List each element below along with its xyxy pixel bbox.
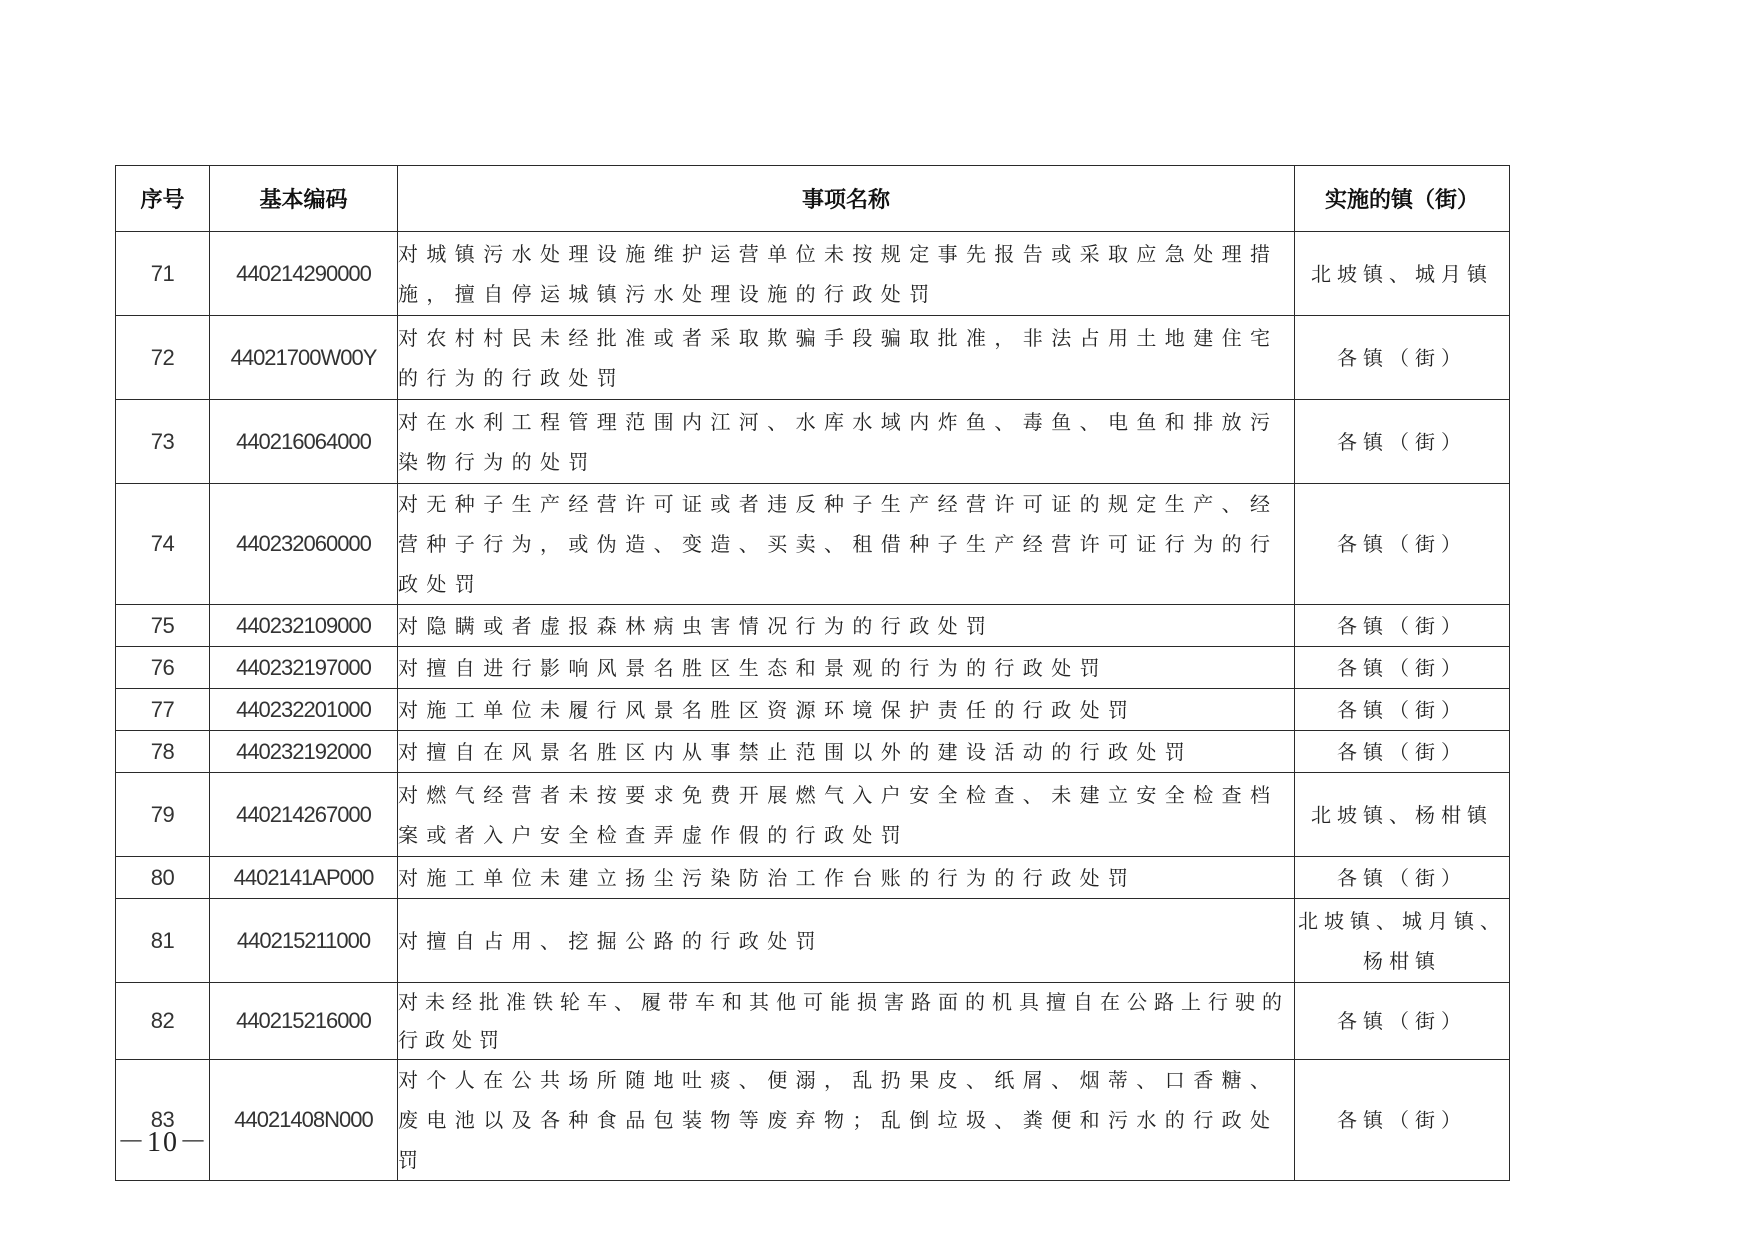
row-index: 78 [116,731,210,773]
row-index: 81 [116,899,210,983]
row-towns: 各镇（街） [1295,316,1510,400]
row-towns: 各镇（街） [1295,857,1510,899]
row-name: 对擅自在风景名胜区内从事禁止范围以外的建设活动的行政处罚 [398,731,1295,773]
header-index: 序号 [116,166,210,232]
header-name: 事项名称 [398,166,1295,232]
table-row [116,647,1510,689]
row-name: 对在水利工程管理范围内江河、水库水域内炸鱼、毒鱼、电鱼和排放污染物行为的处罚 [398,400,1295,484]
row-code: 440232197000 [210,647,398,689]
row-index: 79 [116,773,210,857]
row-index: 80 [116,857,210,899]
table-row [116,232,1510,316]
table-row [116,400,1510,484]
table-row [116,605,1510,647]
row-code: 44021408N000 [210,1060,398,1181]
table-row [116,316,1510,400]
page-number: －10－ [117,1127,210,1158]
row-name: 对城镇污水处理设施维护运营单位未按规定事先报告或采取应急处理措施，擅自停运城镇污水处理设施的行政处罚 [398,232,1295,316]
row-towns: 各镇（街） [1295,983,1510,1060]
row-name: 对燃气经营者未按要求免费开展燃气入户安全检查、未建立安全检查档案或者入户安全检查弄虚作假的行政处罚 [398,773,1295,857]
header-code: 基本编码 [210,166,398,232]
row-name: 对农村村民未经批准或者采取欺骗手段骗取批准，非法占用土地建住宅的行为的行政处罚 [398,316,1295,400]
row-code: 44021700W00Y [210,316,398,400]
row-code: 440232060000 [210,484,398,605]
row-towns: 各镇（街） [1295,689,1510,731]
row-towns: 北坡镇、城月镇 [1295,232,1510,316]
row-towns: 各镇（街） [1295,484,1510,605]
row-name: 对隐瞒或者虚报森林病虫害情况行为的行政处罚 [398,605,1295,647]
administrative-penalty-table [115,165,1510,1181]
row-name: 对擅自进行影响风景名胜区生态和景观的行为的行政处罚 [398,647,1295,689]
row-code: 440232192000 [210,731,398,773]
row-code: 440232109000 [210,605,398,647]
row-name: 对个人在公共场所随地吐痰、便溺，乱扔果皮、纸屑、烟蒂、口香糖、废电池以及各种食品包装物等废弃物；乱倒垃圾、粪便和污水的行政处罚 [398,1060,1295,1181]
table-row [116,899,1510,983]
row-index: 74 [116,484,210,605]
row-index: 76 [116,647,210,689]
row-towns: 北坡镇、城月镇、杨柑镇 [1295,899,1510,983]
row-index: 77 [116,689,210,731]
row-index: 83 [116,1060,210,1181]
table-row [116,484,1510,605]
row-index: 73 [116,400,210,484]
row-code: 440216064000 [210,400,398,484]
row-towns: 各镇（街） [1295,400,1510,484]
row-name: 对施工单位未建立扬尘污染防治工作台账的行为的行政处罚 [398,857,1295,899]
header-towns: 实施的镇（街） [1295,166,1510,232]
table-row [116,983,1510,1060]
table-row [116,689,1510,731]
row-code: 440215216000 [210,983,398,1060]
row-towns: 各镇（街） [1295,647,1510,689]
row-code: 440232201000 [210,689,398,731]
row-name: 对施工单位未履行风景名胜区资源环境保护责任的行政处罚 [398,689,1295,731]
table-row [116,857,1510,899]
row-index: 72 [116,316,210,400]
row-index: 75 [116,605,210,647]
row-code: 440214290000 [210,232,398,316]
table-header-row [116,166,1510,232]
row-code: 4402141AP000 [210,857,398,899]
row-code: 440215211000 [210,899,398,983]
table-row [116,773,1510,857]
row-name: 对未经批准铁轮车、履带车和其他可能损害路面的机具擅自在公路上行驶的行政处罚 [398,983,1295,1060]
row-code: 440214267000 [210,773,398,857]
row-towns: 各镇（街） [1295,731,1510,773]
row-towns: 各镇（街） [1295,605,1510,647]
row-name: 对无种子生产经营许可证或者违反种子生产经营许可证的规定生产、经营种子行为，或伪造、变造、买卖、租借种子生产经营许可证行为的行政处罚 [398,484,1295,605]
row-towns: 北坡镇、杨柑镇 [1295,773,1510,857]
row-index: 82 [116,983,210,1060]
table-row [116,731,1510,773]
row-index: 71 [116,232,210,316]
row-towns: 各镇（街） [1295,1060,1510,1181]
row-name: 对擅自占用、挖掘公路的行政处罚 [398,899,1295,983]
table-row [116,1060,1510,1181]
